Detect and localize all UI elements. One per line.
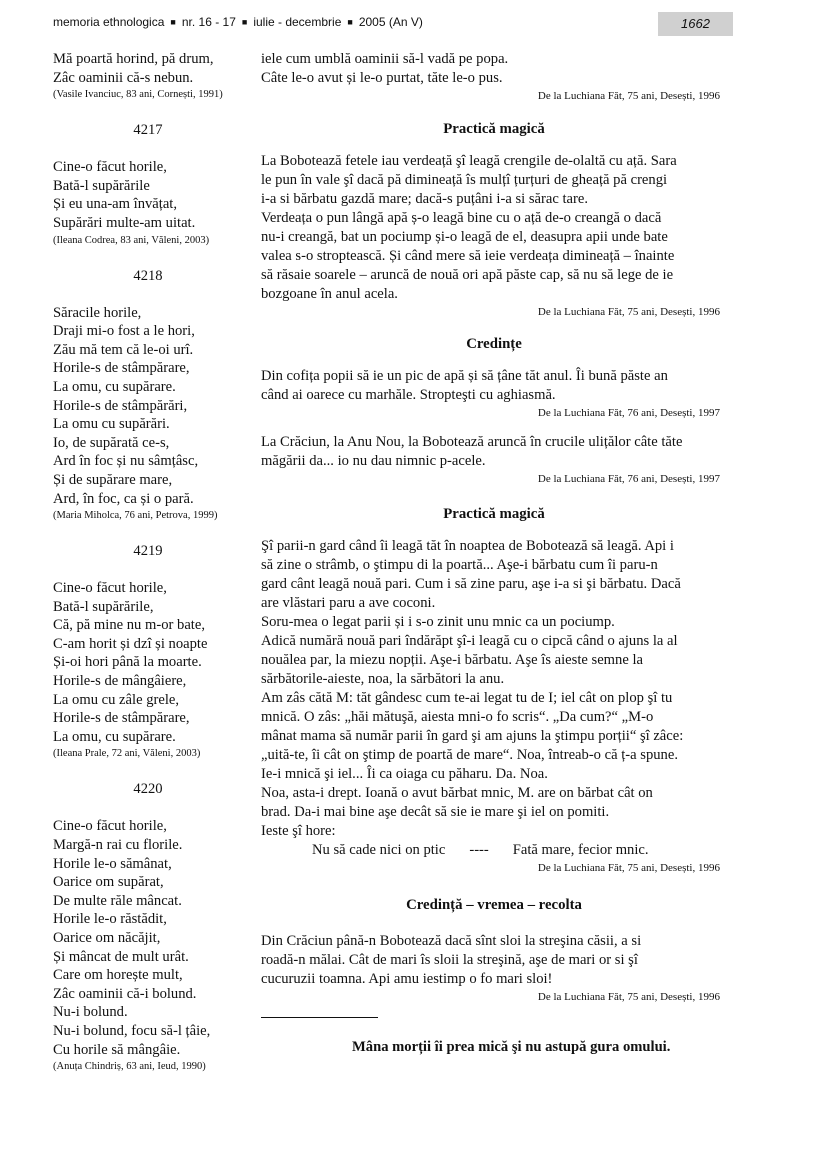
text-line: are vlăstari paru a ave coconi.: [261, 595, 436, 611]
text-line: Noa, asta-i drept. Ioană o avut bărbat mnic, M. are on bărbat cât on: [261, 785, 653, 801]
verse-line: Și-oi hori până la moarte.: [53, 654, 202, 671]
verse-line: Și mâncat de mult urât.: [53, 948, 189, 965]
verse-line: Horile-s de mângâiere,: [53, 673, 187, 690]
poem-block: [53, 780, 243, 1074]
text-line: La Crăciun, la Anu Nou, la Bobotează aruncă în crucile ulițălor câte tăte: [261, 434, 683, 450]
poem-number: 4220: [133, 781, 163, 798]
verse-line: La omu, cu supărare.: [53, 728, 176, 745]
text-line: le pun în vale şî dacă pă dimineață îs mulțî țurțuri de gheață pă crengi: [261, 172, 668, 188]
text-line: să zine o strâmb, o ştimpu di la poartă... Aşe-i bărbatu cum îi paru-n: [261, 557, 658, 573]
citation: De la Luchiana Făt, 75 ani, Desești, 1996: [537, 90, 720, 102]
verse-line: Mă poartă horind, pă drum,: [53, 51, 214, 67]
text-line: sărbătorile-aieste, noa, la sărbători la anu.: [261, 671, 505, 687]
poem-source: (Anuța Chindriș, 63 ani, Ieud, 1990): [53, 1061, 206, 1073]
verse-line: Ard, în foc, ca și o pară.: [53, 490, 194, 507]
section-heading: Practică magică: [443, 506, 545, 522]
poem-source: (Maria Miholca, 76 ani, Petrova, 1999): [53, 510, 218, 522]
text-line: bozgoane în anul acela.: [261, 286, 398, 302]
verse-line: Nu-i bolund, focu să-l țâie,: [53, 1022, 211, 1039]
verse-line: C-am horit și dzî și noapte: [53, 635, 208, 652]
text-line: brad. Da-i mai bine aşe decât să sie ie mare şi iel on pomiti.: [261, 804, 610, 820]
verse-line: La omu cu supărări.: [53, 416, 170, 433]
section: [261, 334, 727, 487]
verse-line: De multe răle mâncat.: [53, 892, 182, 909]
verse-line: Zâc oaminii că-s nebun.: [53, 69, 194, 86]
journal-title: memoria ethnologica: [53, 15, 165, 29]
verse-line: Bată-l supărările: [53, 177, 150, 194]
verse-line: Oarice om supărat,: [53, 874, 164, 891]
separator-square: ■: [241, 17, 248, 27]
proverb-left: Nu să cade nici on ptic: [312, 842, 446, 858]
citation: De la Luchiana Făt, 76 ani, Desești, 1997: [537, 473, 720, 485]
separator-square: ■: [347, 17, 353, 27]
text-block: [261, 433, 727, 487]
section: [261, 895, 727, 1005]
poem-number: 4217: [133, 122, 163, 139]
text-line: Şî parii-n gard când îi leagă tăt în noaptea de Bobotează să leagă. Api i: [261, 538, 674, 554]
issue-year: 2005 (An V): [358, 15, 423, 29]
verse-line: Bată-l supărările,: [53, 598, 154, 615]
text-line: Din Crăciun până-n Bobotează dacă sînt sloi la streşina căsii, a si: [261, 933, 642, 949]
citation: De la Luchiana Făt, 75 ani, Desești, 1996: [537, 306, 720, 318]
text-block: [261, 367, 727, 421]
running-head: [53, 15, 423, 29]
proverb-right: Fată mare, fecior mnic.: [512, 842, 649, 858]
text-line: nu-i creangă, bat un pociump și-o leagă de el, deasupra apii unde bate: [261, 229, 668, 245]
text-line: cucuruzii toamna. Api amu iestimp o fo mari sloi!: [261, 971, 553, 987]
poem-source: (Vasile Ivanciuc, 83 ani, Cornești, 1991): [53, 89, 223, 101]
verse-line: Săracile horile,: [53, 304, 142, 321]
verse-line: La omu, cu supărare.: [53, 378, 176, 395]
text-line: Ie-i mnică şi iel... Îi ca oiaga cu păharu. Da. Noa.: [261, 766, 548, 782]
verse-line: Margă-n rai cu florile.: [53, 837, 183, 854]
page-header: [53, 12, 733, 36]
poem-block: [53, 121, 243, 247]
verse-line: Io, de supărată ce-s,: [53, 434, 170, 451]
citation: De la Luchiana Făt, 75 ani, Desești, 1996: [537, 862, 720, 874]
text-block: [261, 537, 727, 876]
text-line: mnică. O zâs: „hăi mătuşă, aiesta mni-o fo scris“. „Da cum?“ „M-o: [261, 709, 654, 725]
section: [261, 504, 727, 876]
verse-line: Și eu una-am învățat,: [53, 196, 178, 213]
poem-source: (Ileana Codrea, 83 ani, Văleni, 2003): [53, 234, 210, 246]
text-line: mânat mama să număr parii în gard şi am ajuns la ştimpu porții“ şî zâce:: [261, 728, 684, 744]
verse-line: Cu horile să mângâie.: [53, 1041, 181, 1058]
verse-line: Draji mi-o fost a le hori,: [53, 323, 195, 340]
section-heading: Credință – vremea – recolta: [406, 897, 582, 913]
issue-months: iulie - decembrie: [253, 15, 342, 29]
text-line: nouălea par, la miezu nopții. Aşe-i bărbatu. Aşe îs aieste semne la: [261, 652, 643, 668]
verse-line: Zău mă tem că le-oi urî.: [53, 341, 194, 358]
verse-line: Cine-o făcut horile,: [53, 818, 167, 835]
verse-line: Nu-i bolund.: [53, 1004, 128, 1021]
right-column-text: [261, 50, 727, 1056]
verse-line: La omu cu zâle grele,: [53, 691, 180, 708]
verse-line: Horile le-o sămânat,: [53, 855, 172, 872]
issue-number: nr. 16 - 17: [181, 15, 236, 29]
poem-block: [53, 542, 243, 761]
text-line: roadă-n mălai. Cât de mari îs sloii la streşină, aşe de mari or si şî: [261, 952, 638, 968]
text-line: să răsaie soarele – aruncă de nouă ori apă păste cap, să nu să lege de ie: [261, 267, 674, 283]
section-heading: Credințe: [466, 336, 522, 352]
text-line: măgării da... io nu dau nimnic p-acele.: [261, 453, 486, 469]
section-heading: Practică magică: [443, 121, 545, 137]
text-line: Am zâs cătă M: tăt gândesc cum te-ai legat tu de I; iel cât on plop şî tu: [261, 690, 673, 706]
text-line: i-a si bărbatu gazdă mare; dacă-s puțâni i-a si sărac tare.: [261, 191, 588, 207]
proverb-line: [261, 841, 727, 860]
proverb-separator: ----: [469, 842, 489, 858]
verse-line: Oarice om năcăjit,: [53, 930, 161, 946]
verse-line: Horile-s de stâmpărare,: [53, 360, 190, 377]
poem-block: [53, 50, 243, 102]
text-line: Ieste şî hore:: [261, 823, 336, 839]
citation: De la Luchiana Făt, 75 ani, Desești, 1996: [537, 991, 720, 1003]
separator-square: ■: [170, 17, 176, 27]
text-block: [261, 932, 727, 1005]
verse-line: Cine-o făcut horile,: [53, 159, 167, 176]
text-line: Câte le-o avut și le-o purtat, tăte le-o pus.: [261, 70, 503, 86]
poem-number: 4218: [133, 267, 163, 284]
section: [261, 119, 727, 320]
text-line: La Bobotează fetele iau verdeață şî leagă crengile de-olaltă cu ață. Sara: [261, 153, 677, 169]
text-line: Verdeața o pun lângă apă ș-o leagă bine cu o ață de-o creangă o dacă: [261, 210, 662, 226]
text-line: valea s-o stroptească. Și când mere să ieie verdeața dimineață – înainte: [261, 248, 675, 264]
verse-line: Supărări multe-am uitat.: [53, 214, 196, 231]
page-number: 1662: [681, 16, 710, 31]
citation: De la Luchiana Făt, 76 ani, Desești, 1997: [537, 407, 720, 419]
left-column-poems: [53, 50, 243, 1093]
page-number-box: [658, 12, 733, 36]
text-line: iele cum umblă oaminii să-l vadă pe popa.: [261, 51, 509, 67]
poem-source: (Ileana Prale, 72 ani, Văleni, 2003): [53, 748, 201, 760]
verse-line: Horile-s de stâmpărări,: [53, 397, 188, 414]
verse-line: Și de supărare mare,: [53, 471, 173, 488]
text-line: gard cânt leagă nouă pari. Cum i să zine paru, aşe i-a si şi bărbatu. Dacă: [261, 576, 681, 592]
text-block: [261, 152, 727, 320]
text-line: Din cofița popii să ie un pic de apă și să țâne tăt anul. Îi bună păste an: [261, 368, 668, 384]
verse-line: Horile-s de stâmpărare,: [53, 710, 190, 727]
text-line: Adică numără nouă pari îndărăpt şî-i leagă cu o cipcă când o ajuns la al: [261, 633, 678, 649]
intro-block: [261, 50, 727, 104]
verse-line: Zâc oaminii că-i bolund.: [53, 985, 197, 1002]
verse-line: Cine-o făcut horile,: [53, 580, 167, 597]
poem-block: [53, 267, 243, 524]
text-line: „uită-te, îi cât on ştimp de poartă de mare“. Noa, întreab-o că ț-a spune.: [261, 747, 678, 763]
footnote-rule: [261, 1017, 378, 1018]
verse-line: Ard în foc și nu sâmțâsc,: [53, 453, 199, 470]
footnote-text: Mâna morții îi prea mică şi nu astupă gura omului.: [352, 1039, 671, 1055]
verse-line: Că, pă mine nu m-or bate,: [53, 617, 205, 634]
text-line: Soru-mea o legat parii și i s-o zinit unu mnic ca un pociump.: [261, 614, 615, 630]
text-line: când ai oarece cu marhăle. Stropteşti cu aghiasmă.: [261, 387, 556, 403]
verse-line: Care om horește mult,: [53, 967, 183, 984]
verse-line: Horile le-o răstădit,: [53, 911, 167, 928]
poem-number: 4219: [133, 543, 163, 560]
